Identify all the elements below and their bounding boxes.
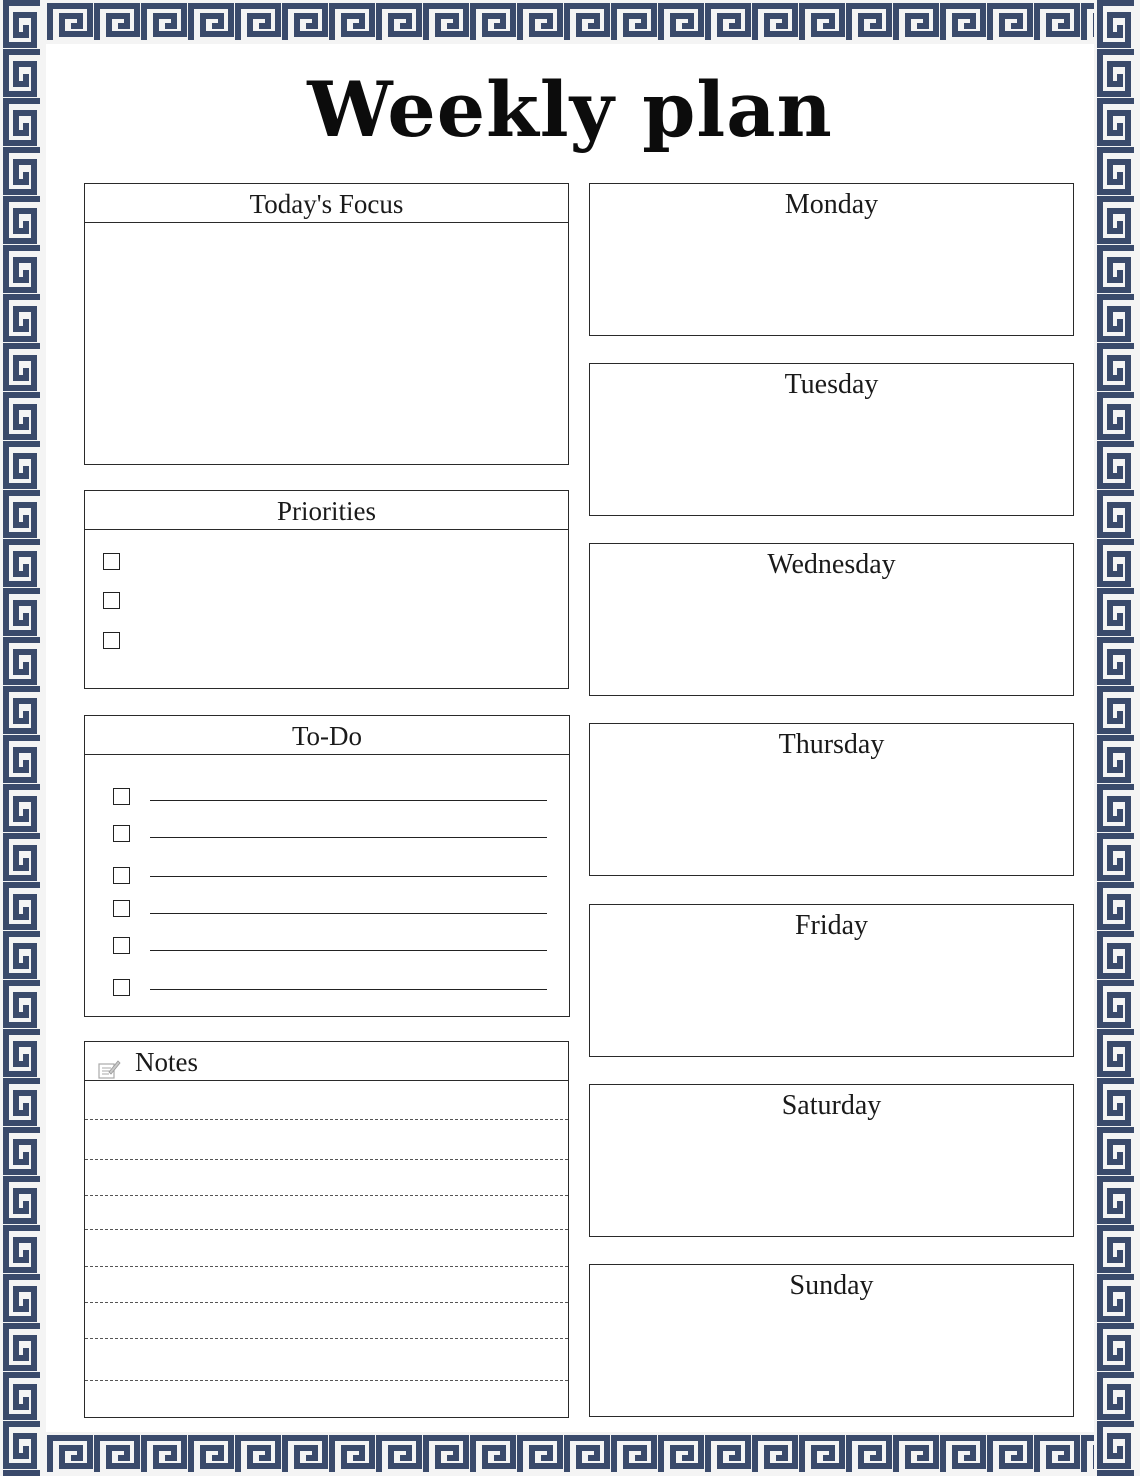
- todo-checkbox[interactable]: [113, 825, 130, 842]
- day-label: Wednesday: [767, 549, 896, 580]
- todo-heading: To-Do: [85, 716, 569, 755]
- day-box-tuesday[interactable]: [589, 363, 1074, 516]
- todo-line[interactable]: [150, 876, 547, 877]
- notes-line: [85, 1159, 568, 1160]
- day-label: Thursday: [778, 729, 885, 760]
- day-box-wednesday[interactable]: [589, 543, 1074, 696]
- greek-key-border-bottom: [0, 1432, 1140, 1476]
- day-label: Monday: [784, 189, 879, 220]
- notes-line: [85, 1195, 568, 1196]
- todo-line[interactable]: [150, 837, 547, 838]
- todo-checkbox[interactable]: [113, 979, 130, 996]
- notes-box[interactable]: [84, 1041, 569, 1418]
- todo-line[interactable]: [150, 913, 547, 914]
- todays-focus-heading: Today's Focus: [85, 184, 568, 223]
- todo-checkbox[interactable]: [113, 867, 130, 884]
- notes-line: [85, 1266, 568, 1267]
- page-title: Weekly plan: [307, 65, 833, 154]
- notes-line: [85, 1229, 568, 1230]
- day-label: Tuesday: [784, 369, 879, 400]
- notes-heading: Notes: [135, 1047, 198, 1077]
- day-label: Friday: [794, 910, 869, 941]
- greek-key-border-right: [1094, 0, 1140, 1476]
- day-box-monday[interactable]: [589, 183, 1074, 336]
- day-box-friday[interactable]: [589, 904, 1074, 1057]
- todo-line[interactable]: [150, 989, 547, 990]
- notes-line: [85, 1302, 568, 1303]
- priorities-box: [84, 490, 569, 689]
- todo-line[interactable]: [150, 800, 547, 801]
- notes-line: [85, 1119, 568, 1120]
- notes-line: [85, 1338, 568, 1339]
- todo-checkbox[interactable]: [113, 900, 130, 917]
- day-box-sunday[interactable]: [589, 1264, 1074, 1417]
- notes-header: [85, 1042, 568, 1081]
- todays-focus-box[interactable]: [84, 183, 569, 465]
- greek-key-border-left: [0, 0, 46, 1476]
- todo-line[interactable]: [150, 950, 547, 951]
- todo-box: [84, 715, 570, 1017]
- priority-checkbox[interactable]: [103, 632, 120, 649]
- priority-checkbox[interactable]: [103, 553, 120, 570]
- priorities-heading: Priorities: [85, 491, 568, 530]
- day-box-thursday[interactable]: [589, 723, 1074, 876]
- day-box-saturday[interactable]: [589, 1084, 1074, 1237]
- day-label: Saturday: [781, 1090, 882, 1121]
- todo-checkbox[interactable]: [113, 788, 130, 805]
- notes-line: [85, 1380, 568, 1381]
- day-label: Sunday: [789, 1270, 874, 1301]
- priority-checkbox[interactable]: [103, 592, 120, 609]
- todo-checkbox[interactable]: [113, 937, 130, 954]
- notepad-pencil-icon: [97, 1051, 121, 1073]
- greek-key-border-top: [0, 0, 1140, 44]
